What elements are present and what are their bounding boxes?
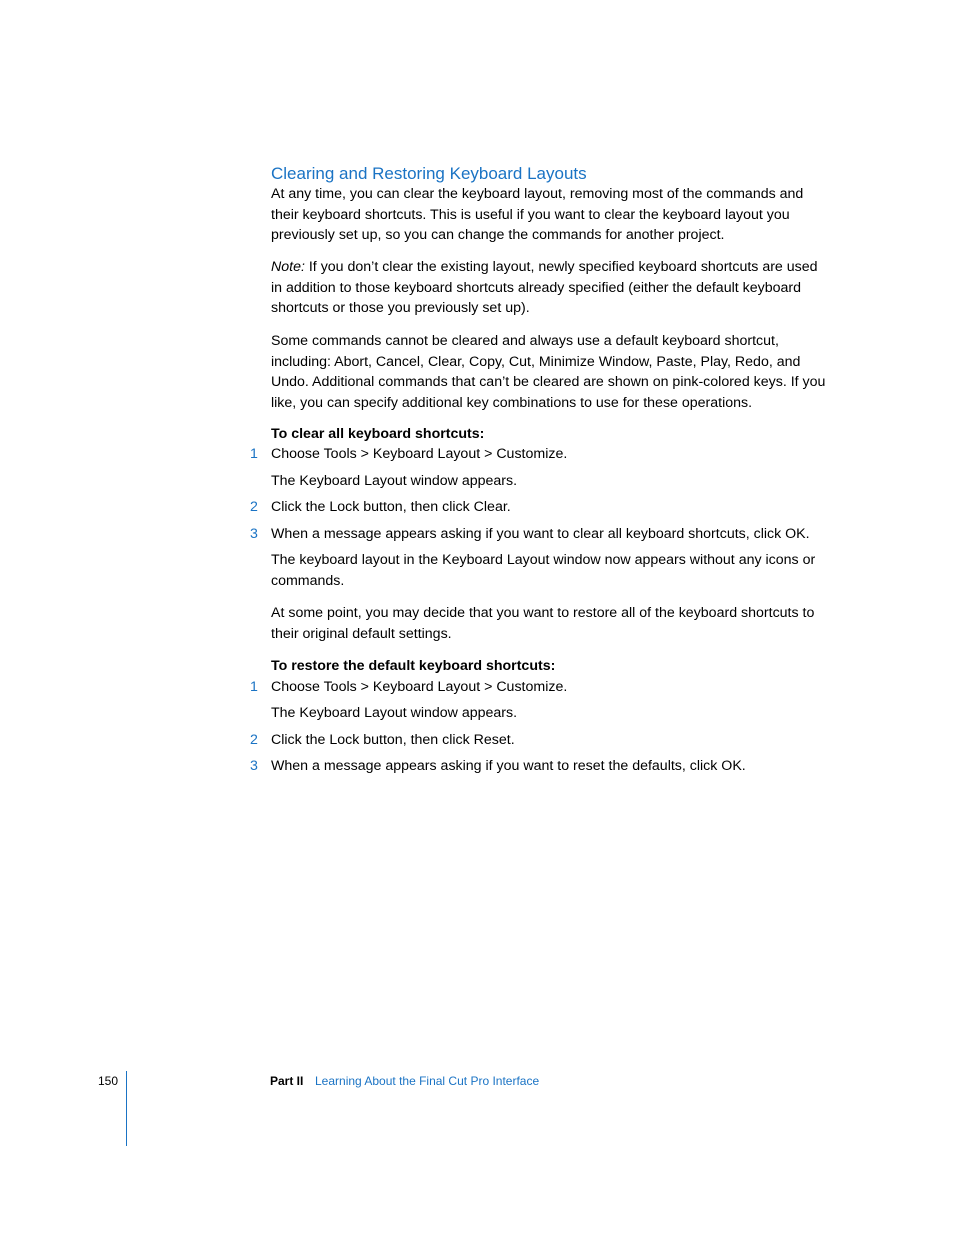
- restore-step-2-number: 2: [250, 732, 258, 748]
- restore-procedure-label: To restore the default keyboard shortcuts:: [271, 658, 556, 674]
- footer-part-label: Part II: [270, 1074, 304, 1088]
- some-commands-paragraph: Some commands cannot be cleared and always use a default keyboard shortcut, including: Abort, Cancel, Clear, Copy, Cut, Minimize Window, Paste, Play, Redo, and Undo. Additional commands that can’t be cleared are shown on pink-colored keys. If you like, you can specify additional key combinations to use for these operations.: [271, 333, 826, 411]
- note-paragraph: [271, 257, 831, 319]
- clear-step-1-result: The Keyboard Layout window appears.: [271, 473, 518, 489]
- restore-step-1: Choose Tools > Keyboard Layout > Customize.: [271, 679, 568, 695]
- intro-paragraph: At any time, you can clear the keyboard layout, removing most of the commands and their keyboard shortcuts. This is useful if you want to clear the keyboard layout you previously set up, so you can change the commands for another project.: [271, 186, 804, 244]
- restore-step-2: Click the Lock button, then click Reset.: [271, 732, 515, 748]
- clear-step-2-number: 2: [250, 499, 258, 515]
- note-text: If you don’t clear the existing layout, newly specified keyboard shortcuts are used in addition to those keyboard shortcuts already specified (either the default keyboard shortcuts or those you previously set up).: [271, 259, 818, 317]
- restore-intro-paragraph: At some point, you may decide that you want to restore all of the keyboard shortcuts to their original default settings.: [271, 605, 815, 642]
- footer-divider: [126, 1071, 127, 1146]
- note-label: Note:: [271, 259, 305, 275]
- clear-step-3-number: 3: [250, 526, 258, 542]
- restore-step-3: When a message appears asking if you want to reset the defaults, click OK.: [271, 758, 746, 774]
- clear-step-1: Choose Tools > Keyboard Layout > Customize.: [271, 446, 568, 462]
- clear-step-2: Click the Lock button, then click Clear.: [271, 499, 511, 515]
- restore-step-1-result: The Keyboard Layout window appears.: [271, 705, 518, 721]
- footer-chapter-title: Learning About the Final Cut Pro Interface: [315, 1074, 540, 1088]
- section-heading: Clearing and Restoring Keyboard Layouts: [271, 164, 587, 183]
- clear-procedure-label: To clear all keyboard shortcuts:: [271, 426, 485, 442]
- clear-step-1-number: 1: [250, 446, 258, 462]
- page-number: 150: [98, 1074, 119, 1088]
- clear-step-3: When a message appears asking if you want to clear all keyboard shortcuts, click OK.: [271, 526, 810, 542]
- restore-step-3-number: 3: [250, 758, 258, 774]
- clear-step-3-result: The keyboard layout in the Keyboard Layout window now appears without any icons or commands.: [271, 552, 816, 589]
- restore-step-1-number: 1: [250, 679, 258, 695]
